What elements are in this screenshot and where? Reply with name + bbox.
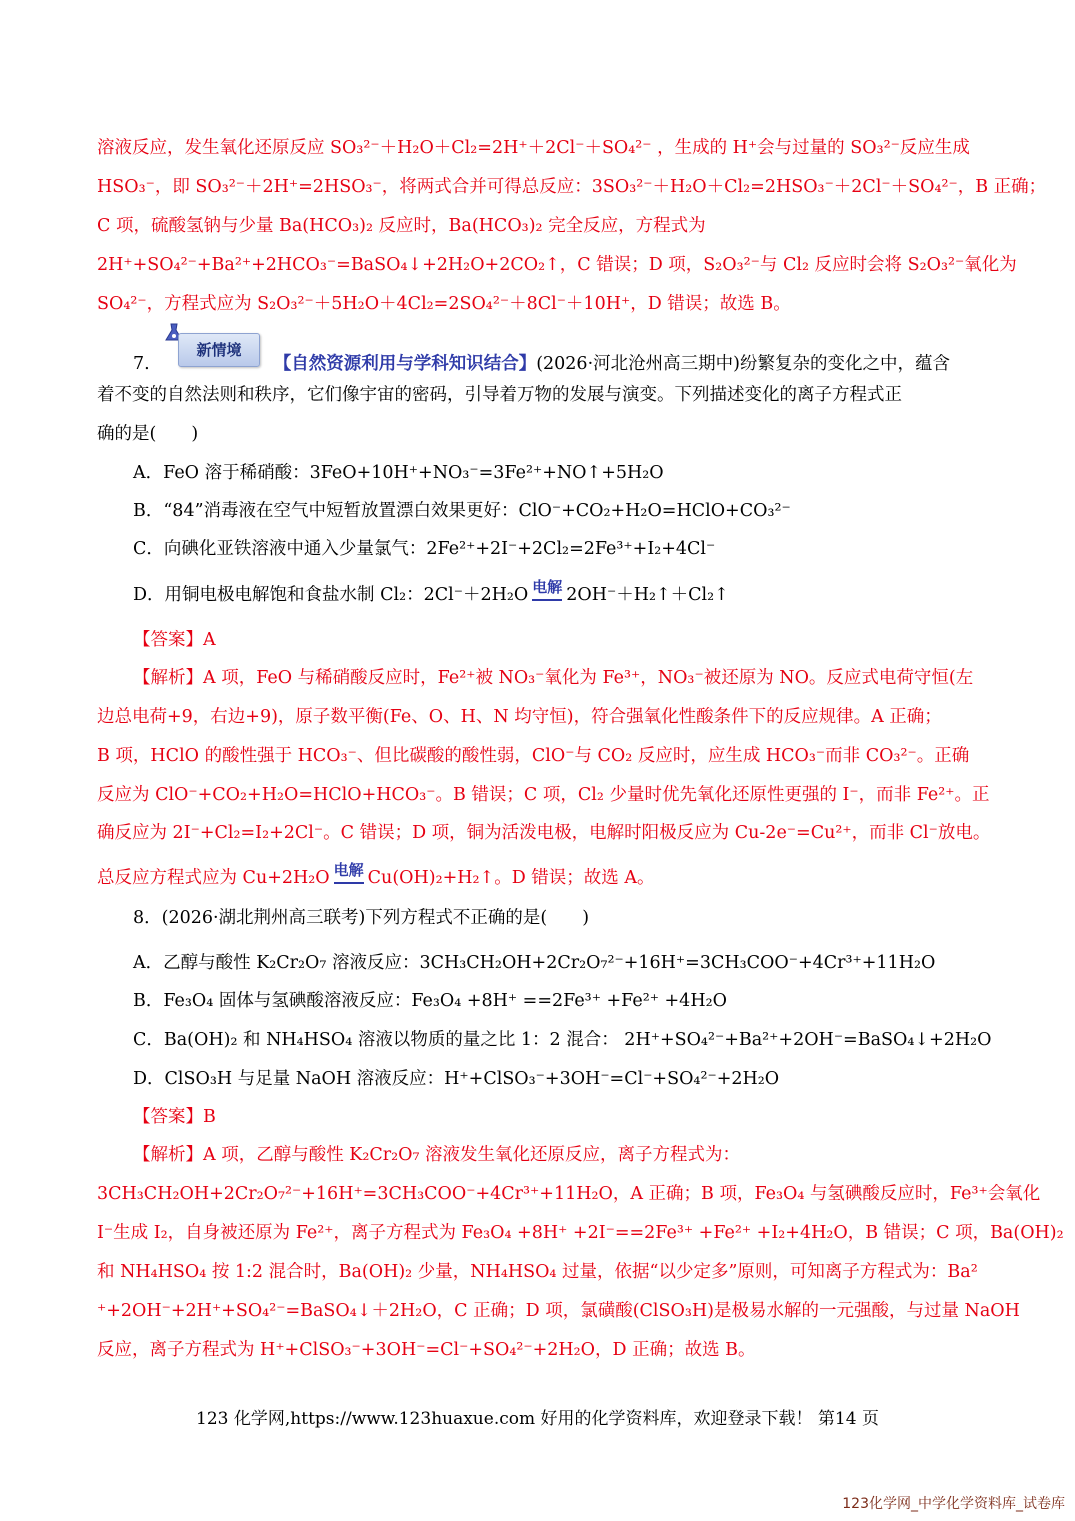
answer: 【答案】B [133, 1107, 216, 1127]
text-line: C 项，硫酸氢钠与少量 Ba(HCO₃)₂ 反应时，Ba(HCO₃)₂ 完全反应，方程式为 [97, 216, 706, 236]
analysis-line: 【解析】A 项，FeO 与稀硝酸反应时，Fe²⁺被 NO₃⁻氧化为 Fe³⁺，NO₃⁻被还原为 NO。反应式电荷守恒(左 [133, 668, 974, 688]
text-line: 着不变的自然法则和秩序，它们像宇宙的密码，引导着万物的发展与演变。下列描述变化的离子方程式正 [97, 385, 902, 405]
analysis-line: 边总电荷+9，右边+9)，原子数平衡(Fe、O、H、N 均守恒)，符合强氧化性酸条件下的反应规律。A 正确； [97, 707, 942, 727]
text-line: SO₄²⁻，方程式应为 S₂O₃²⁻＋5H₂O＋4Cl₂=2SO₄²⁻＋8Cl⁻＋10H⁺，D 错误；故选 B。 [97, 294, 791, 314]
analysis-line: ⁺+2OH⁻+2H⁺+SO₄²⁻=BaSO₄↓＋2H₂O，C 正确；D 项，氯磺酸(ClSO₃H)是极易水解的一元强酸，与过量 NaOH [97, 1301, 1020, 1321]
page-footer: 123 化学网,https://www.123huaxue.com 好用的化学资料库，欢迎登录下载！ 第14 页 [196, 1409, 879, 1429]
new-context-badge: 新情境 [178, 333, 260, 367]
question-7-stem [133, 352, 1023, 376]
watermark-link[interactable]: 123化学网_中学化学资料库_试卷库 [842, 1496, 1065, 1512]
electrolysis-condition: 电解 [334, 858, 364, 884]
text-line: 2H⁺+SO₄²⁻+Ba²⁺+2HCO₃⁻=BaSO₄↓+2H₂O+2CO₂↑，C 错误；D 项，S₂O₃²⁻与 Cl₂ 反应时会将 S₂O₃²⁻氧化为 [97, 255, 1017, 275]
option-b: B．“84”消毒液在空气中短暂放置漂白效果更好：ClO⁻+CO₂+H₂O=HClO+CO₃²⁻ [133, 501, 791, 521]
analysis-line: 反应，离子方程式为 H⁺+ClSO₃⁻+3OH⁻=Cl⁻+SO₄²⁻+2H₂O，D 正确；故选 B。 [97, 1340, 756, 1360]
option-b: B．Fe₃O₄ 固体与氢碘酸溶液反应：Fe₃O₄ +8H⁺ ==2Fe³⁺ +Fe²⁺ +4H₂O [133, 991, 727, 1011]
analysis-line: 【解析】A 项，乙醇与酸性 K₂Cr₂O₇ 溶液发生氧化还原反应，离子方程式为： [133, 1145, 741, 1165]
analysis-text: 总反应方程式应为 Cu+2H₂O [97, 868, 330, 888]
analysis-line [97, 861, 987, 892]
electrolysis-condition: 电解 [532, 575, 562, 601]
option-d: D．ClSO₃H 与足量 NaOH 溶液反应：H⁺+ClSO₃⁻+3OH⁻=Cl⁻+SO₄²⁻+2H₂O [133, 1069, 780, 1089]
analysis-line: B 项，HClO 的酸性强于 HCO₃⁻、但比碳酸的酸性弱，ClO⁻与 CO₂ 反应时，应生成 HCO₃⁻而非 CO₃²⁻。正确 [97, 746, 970, 766]
question-8-stem: 8．(2026·湖北荆州高三联考)下列方程式不正确的是( ) [133, 908, 590, 928]
analysis-text: Cu(OH)₂+H₂↑。D 错误；故选 A。 [367, 868, 655, 888]
option-d-products: 2OH⁻＋H₂↑＋Cl₂↑ [566, 585, 729, 605]
analysis-line: 3CH₃CH₂OH+2Cr₂O₇²⁻+16H⁺=3CH₃COO⁻+4Cr³⁺+11H₂O，A 正确；B 项，Fe₃O₄ 与氢碘酸反应时，Fe³⁺会氧化 [97, 1184, 1041, 1204]
answer: 【答案】A [133, 630, 216, 650]
analysis-line: I⁻生成 I₂，自身被还原为 Fe²⁺，离子方程式为 Fe₃O₄ +8H⁺ +2I⁻==2Fe³⁺ +Fe²⁺ +I₂+4H₂O，B 错误；C 项，Ba(OH)₂ [97, 1223, 1064, 1243]
question-number: 7. [133, 354, 150, 374]
option-a: A．FeO 溶于稀硝酸：3FeO+10H⁺+NO₃⁻=3Fe²⁺+NO↑+5H₂O [133, 463, 664, 483]
option-d [133, 578, 1023, 609]
option-d-text: D．用铜电极电解饱和食盐水制 Cl₂：2Cl⁻＋2H₂O [133, 585, 529, 605]
text-line: 确的是( ) [97, 424, 199, 444]
analysis-line: 反应为 ClO⁻+CO₂+H₂O=HClO+HCO₃⁻。B 错误；C 项，Cl₂ 少量时优先氧化还原性更强的 I⁻，而非 Fe²⁺。正 [97, 785, 990, 805]
option-c: C．向碘化亚铁溶液中通入少量氯气：2Fe²⁺+2I⁻+2Cl₂=2Fe³⁺+I₂+4Cl⁻ [133, 539, 716, 559]
option-c: C．Ba(OH)₂ 和 NH₄HSO₄ 溶液以物质的量之比 1：2 混合： 2H⁺+SO₄²⁻+Ba²⁺+2OH⁻=BaSO₄↓+2H₂O [133, 1030, 992, 1050]
question-tag: 【自然资源利用与学科知识结合】 [273, 354, 537, 374]
analysis-line: 确反应为 2I⁻+Cl₂=I₂+2Cl⁻。C 错误；D 项，铜为活泼电极，电解时阳极反应为 Cu-2e⁻=Cu²⁺，而非 Cl⁻放电。 [97, 823, 991, 843]
text-line: HSO₃⁻，即 SO₃²⁻＋2H⁺=2HSO₃⁻，将两式合并可得总反应：3SO₃²⁻＋H₂O＋Cl₂=2HSO₃⁻＋2Cl⁻＋SO₄²⁻，B 正确； [97, 177, 1047, 197]
option-a: A．乙醇与酸性 K₂Cr₂O₇ 溶液反应：3CH₃CH₂OH+2Cr₂O₇²⁻+16H⁺=3CH₃COO⁻+4Cr³⁺+11H₂O [133, 953, 936, 973]
analysis-line: 和 NH₄HSO₄ 按 1:2 混合时，Ba(OH)₂ 少量，NH₄HSO₄ 过量，依据“以少定多”原则，可知离子方程式为：Ba² [97, 1262, 978, 1282]
text-line: 溶液反应，发生氧化还原反应 SO₃²⁻＋H₂O＋Cl₂=2H⁺＋2Cl⁻＋SO₄²⁻ ，生成的 H⁺会与过量的 SO₃²⁻反应生成 [97, 138, 970, 158]
question-source: (2026·河北沧州高三期中)纷繁复杂的变化之中，蕴含 [536, 354, 950, 374]
